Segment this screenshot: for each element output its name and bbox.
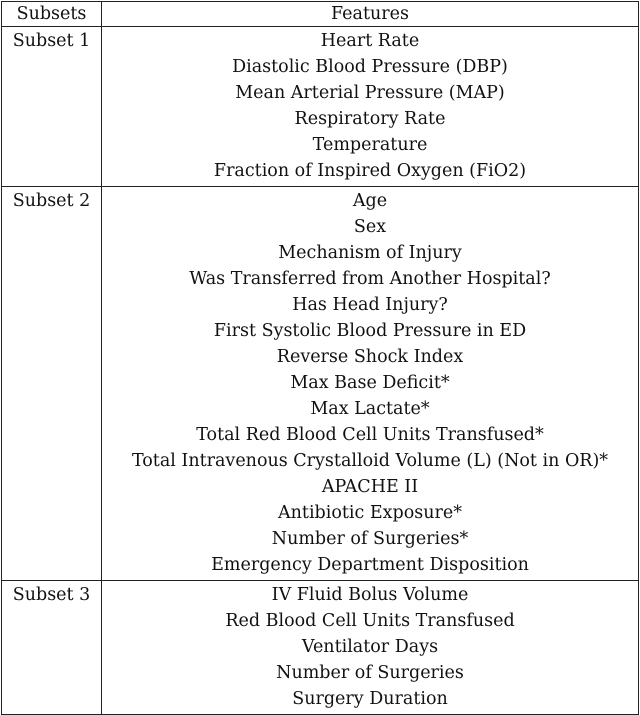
feature-item: Surgery Duration: [292, 689, 448, 709]
feature-item: Max Base Deficit*: [290, 373, 450, 393]
table-body: [2, 27, 639, 715]
feature-list: [102, 187, 639, 581]
feature-item: Max Lactate*: [310, 399, 430, 419]
feature-item: Respiratory Rate: [294, 109, 446, 129]
feature-item: Temperature: [312, 135, 428, 155]
feature-item: Sex: [353, 217, 387, 237]
feature-item: Ventilator Days: [301, 637, 439, 657]
feature-item: Emergency Department Disposition: [211, 555, 529, 575]
feature-list: [102, 581, 639, 715]
subset-label: Subset 2: [2, 187, 102, 581]
feature-item: Total Red Blood Cell Units Transfused*: [196, 425, 544, 445]
table-row: [2, 27, 639, 187]
feature-item: Mechanism of Injury: [278, 243, 462, 263]
feature-item: Total Intravenous Crystalloid Volume (L) (Not in OR)*: [131, 451, 609, 471]
feature-item: Red Blood Cell Units Transfused: [225, 611, 515, 631]
feature-item: Age: [352, 191, 388, 211]
feature-item: IV Fluid Bolus Volume: [271, 585, 469, 605]
feature-item: Diastolic Blood Pressure (DBP): [232, 57, 508, 77]
feature-item: Reverse Shock Index: [276, 347, 464, 367]
feature-item: First Systolic Blood Pressure in ED: [213, 321, 527, 341]
feature-item: Mean Arterial Pressure (MAP): [235, 83, 505, 103]
feature-item: Number of Surgeries: [276, 663, 464, 683]
feature-item: Was Transferred from Another Hospital?: [189, 269, 551, 289]
feature-item: Has Head Injury?: [292, 295, 448, 315]
feature-item: Fraction of Inspired Oxygen (FiO2): [213, 161, 527, 181]
table-row: [2, 581, 639, 715]
subset-label: Subset 3: [2, 581, 102, 715]
table-row: [2, 187, 639, 581]
feature-item: Antibiotic Exposure*: [278, 503, 462, 523]
feature-list: [102, 27, 639, 187]
features-table: [1, 1, 639, 715]
table-header-row: [2, 2, 639, 27]
header-features: Features: [102, 2, 639, 27]
feature-item: Heart Rate: [320, 31, 420, 51]
feature-item: APACHE II: [321, 477, 419, 497]
header-subsets: Subsets: [2, 2, 102, 27]
feature-item: Number of Surgeries*: [271, 529, 469, 549]
subset-label: Subset 1: [2, 27, 102, 187]
